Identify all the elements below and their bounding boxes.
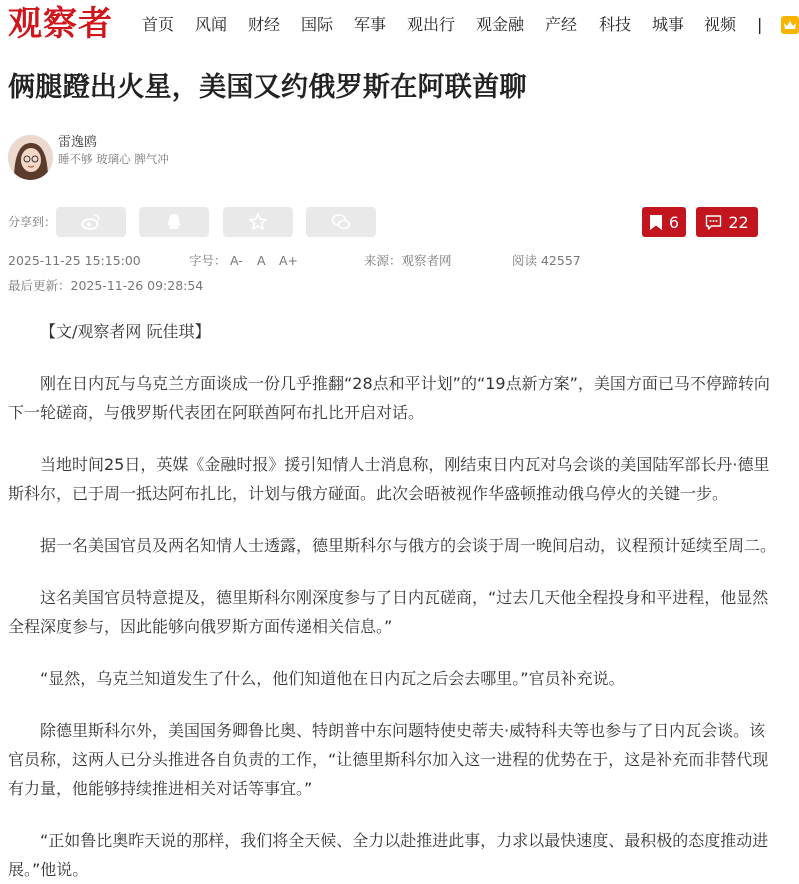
article-paragraph: 刚在日内瓦与乌克兰方面谈成一份几乎推翻“28点和平计划”的“19点新方案”，美国方面已马不停蹄转向下一轮磋商，与俄罗斯代表团在阿联酋阿布扎比开启对话。 xyxy=(8,374,770,422)
bookmark-count-button[interactable] xyxy=(642,207,686,237)
article-paragraph: “正如鲁比奥昨天说的那样，我们将全天候、全力以赴推进此事，力求以最快速度、最积极的态度推动进展。”他说。 xyxy=(8,831,769,879)
nav-item-international[interactable]: 国际 xyxy=(301,15,334,34)
article-paragraph: 这名美国官员特意提及，德里斯科尔刚深度参与了日内瓦磋商，“过去几天他全程投身和平进程，他显然全程深度参与，因此能够向俄罗斯方面传递相关信息。” xyxy=(8,588,769,636)
publish-time: 2025-11-25 15:15:00 xyxy=(8,253,141,268)
font-size-normal[interactable]: A xyxy=(257,253,266,268)
comment-count: 22 xyxy=(728,212,749,232)
article-body xyxy=(8,317,780,884)
nav-separator: | xyxy=(757,15,763,34)
article-paragraph: 当地时间25日，英媒《金融时报》援引知情人士消息称，刚结束日内瓦对乌会谈的美国陆军部长丹·德里斯科尔，已于周一抵达阿布扎比，计划与俄方碰面。此次会晤被视作华盛顿推动俄乌停火的关键一步。 xyxy=(8,455,770,503)
nav-item-city[interactable]: 城事 xyxy=(652,15,685,34)
nav-item-travel[interactable]: 观出行 xyxy=(407,15,456,34)
font-size-label: 字号： xyxy=(189,253,227,268)
nav-item-finance[interactable]: 财经 xyxy=(248,15,281,34)
nav-item-home[interactable]: 首页 xyxy=(142,15,175,34)
nav-item-military[interactable]: 军事 xyxy=(354,15,387,34)
crown-badge-icon[interactable] xyxy=(780,15,799,35)
share-qzone-button[interactable] xyxy=(223,207,293,237)
weibo-icon xyxy=(81,212,101,232)
article-title: 俩腿蹬出火星，美国又约俄罗斯在阿联酋聊 xyxy=(8,72,527,103)
font-size-increase[interactable]: A+ xyxy=(279,253,299,268)
last-updated: 最后更新：2025-11-26 09:28:54 xyxy=(8,278,204,293)
author-avatar[interactable] xyxy=(8,135,53,180)
wechat-icon xyxy=(331,212,351,232)
view-count: 阅读 42557 xyxy=(512,253,581,268)
article-byline: 【文/观察者网 阮佳琪】 xyxy=(40,322,211,341)
qzone-icon xyxy=(248,212,268,232)
nav-item-money[interactable]: 观金融 xyxy=(476,15,525,34)
share-wechat-button[interactable] xyxy=(306,207,376,237)
qq-icon xyxy=(164,212,184,232)
article-paragraph: 除德里斯科尔外，美国国务卿鲁比奥、特朗普中东问题特使史蒂夫·威特科夫等也参与了日内瓦会谈。该官员称，这两人已分头推进各自负责的工作，“让德里斯科尔加入这一进程的优势在于，这是补充而非替代现有力量，他能够持续推进相关对话等事宜。” xyxy=(8,721,769,798)
author-name[interactable]: 雷逸鸥 xyxy=(58,135,98,150)
article-paragraph: 据一名美国官员及两名知情人士透露，德里斯科尔与俄方的会谈于周一晚间启动，议程预计延续至周二。 xyxy=(40,536,777,555)
font-size-decrease[interactable]: A- xyxy=(230,253,243,268)
share-qq-button[interactable] xyxy=(139,207,209,237)
bookmark-count: 6 xyxy=(668,212,680,232)
bookmark-icon xyxy=(649,215,663,230)
comment-count-button[interactable] xyxy=(696,207,758,237)
nav-item-fengwen[interactable]: 风闻 xyxy=(195,15,228,34)
article-source: 来源：观察者网 xyxy=(364,253,452,268)
article-paragraph: “显然，乌克兰知道发生了什么，他们知道他在日内瓦之后会去哪里。”官员补充说。 xyxy=(40,669,625,688)
nav-item-industry[interactable]: 产经 xyxy=(545,15,578,34)
site-header xyxy=(0,0,799,50)
site-logo[interactable]: 观察者 xyxy=(8,4,113,44)
nav-item-tech[interactable]: 科技 xyxy=(599,15,632,34)
author-bio: 睡不够 玻璃心 脾气冲 xyxy=(58,152,169,166)
share-label: 分享到： xyxy=(8,215,57,229)
main-nav xyxy=(142,14,744,36)
comment-icon xyxy=(705,215,722,230)
nav-item-video[interactable]: 视频 xyxy=(704,15,737,34)
share-weibo-button[interactable] xyxy=(56,207,126,237)
